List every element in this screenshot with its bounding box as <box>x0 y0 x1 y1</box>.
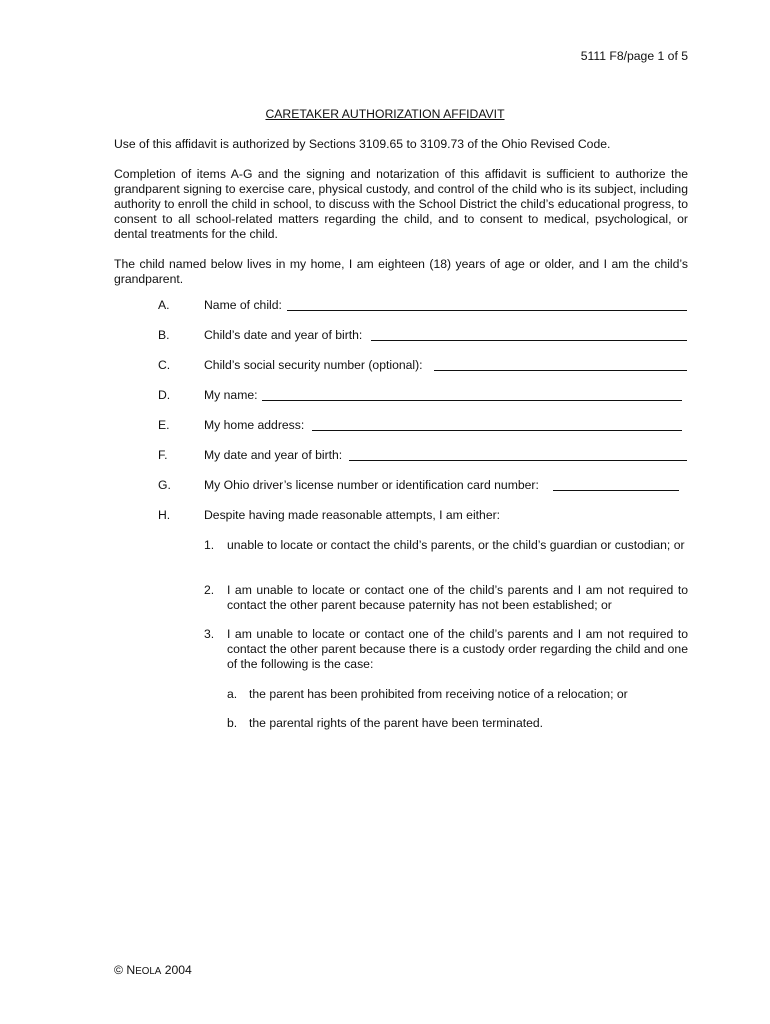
item-label: My name: <box>204 388 258 402</box>
document-title: CARETAKER AUTHORIZATION AFFIDAVIT <box>265 107 505 121</box>
item-child-birth <box>158 328 688 344</box>
page-reference: 5111 F8/page 1 of 5 <box>580 49 688 63</box>
item-label: My home address: <box>204 418 305 432</box>
suboption-text: the parent has been prohibited from receiving notice of a relocation; or <box>249 687 628 701</box>
option-text: unable to locate or contact the child’s parents, or the child’s guardian or custodian; or <box>227 538 685 552</box>
item-label: Child’s social security number (optional): <box>204 358 423 372</box>
suboption-text: the parental rights of the parent have been terminated. <box>249 716 544 730</box>
item-label: My Ohio driver’s license number or identification card number: <box>204 478 539 492</box>
authorization-paragraph: Use of this affidavit is authorized by Sections 3109.65 to 3109.73 of the Ohio Revised Code. <box>114 137 611 151</box>
copyright-footer <box>114 963 192 979</box>
item-letter: B. <box>158 328 170 342</box>
item-letter: A. <box>158 298 170 312</box>
item-license-number <box>158 478 688 494</box>
item-child-ssn <box>158 358 688 374</box>
item-letter: H. <box>158 508 171 522</box>
my-name-field[interactable] <box>262 400 682 401</box>
item-my-birth <box>158 448 688 464</box>
option-number: 1. <box>204 538 215 552</box>
statement-paragraph: The child named below lives in my home, I am eighteen (18) years of age or older, and I am the child’s grandparent. <box>114 257 688 286</box>
suboption-a <box>227 687 688 702</box>
item-letter: C. <box>158 358 171 372</box>
home-address-field[interactable] <box>312 430 682 431</box>
item-label: Name of child: <box>204 298 282 312</box>
item-name-of-child <box>158 298 688 314</box>
item-home-address <box>158 418 688 434</box>
option-text: I am unable to locate or contact one of the child’s parents and I am not required to contact the other parent because there is a custody order regarding the child and one of the following is the case: <box>227 627 688 671</box>
publisher-smallcaps: EOLA <box>135 966 162 977</box>
completion-paragraph: Completion of items A-G and the signing and notarization of this affidavit is sufficient to authorize the grandparent signing to exercise care, physical custody, and control of the child who is its subject, including authority to enroll the child in school, to discuss with the School District the child’s educational progress, to consent to all school-related matters regarding the child, and to consent to medical, psychological, or dental treatments for the child. <box>114 167 688 241</box>
option-1 <box>204 538 688 553</box>
item-letter: D. <box>158 388 171 402</box>
item-label: Despite having made reasonable attempts, I am either: <box>204 508 501 522</box>
child-name-field[interactable] <box>287 310 687 311</box>
copyright-symbol: © <box>114 963 123 977</box>
child-ssn-field[interactable] <box>434 370 687 371</box>
option-text: I am unable to locate or contact one of the child’s parents and I am not required to contact the other parent because paternity has not been established; or <box>227 583 688 612</box>
item-my-name <box>158 388 688 404</box>
license-number-field[interactable] <box>553 490 679 491</box>
copyright-year: 2004 <box>164 963 192 977</box>
my-birth-field[interactable] <box>349 460 687 461</box>
item-letter: E. <box>158 418 170 432</box>
suboption-b <box>227 716 688 731</box>
publisher-initial: N <box>126 963 136 977</box>
item-label: My date and year of birth: <box>204 448 343 462</box>
option-number: 2. <box>204 583 215 597</box>
suboption-letter: b. <box>227 716 238 730</box>
child-birth-field[interactable] <box>371 340 687 341</box>
suboption-letter: a. <box>227 687 238 701</box>
item-letter: G. <box>158 478 171 492</box>
item-label: Child’s date and year of birth: <box>204 328 363 342</box>
option-3 <box>204 627 688 672</box>
item-letter: F. <box>158 448 168 462</box>
item-reasonable-attempts <box>158 508 688 524</box>
option-2 <box>204 583 688 613</box>
option-number: 3. <box>204 627 215 641</box>
